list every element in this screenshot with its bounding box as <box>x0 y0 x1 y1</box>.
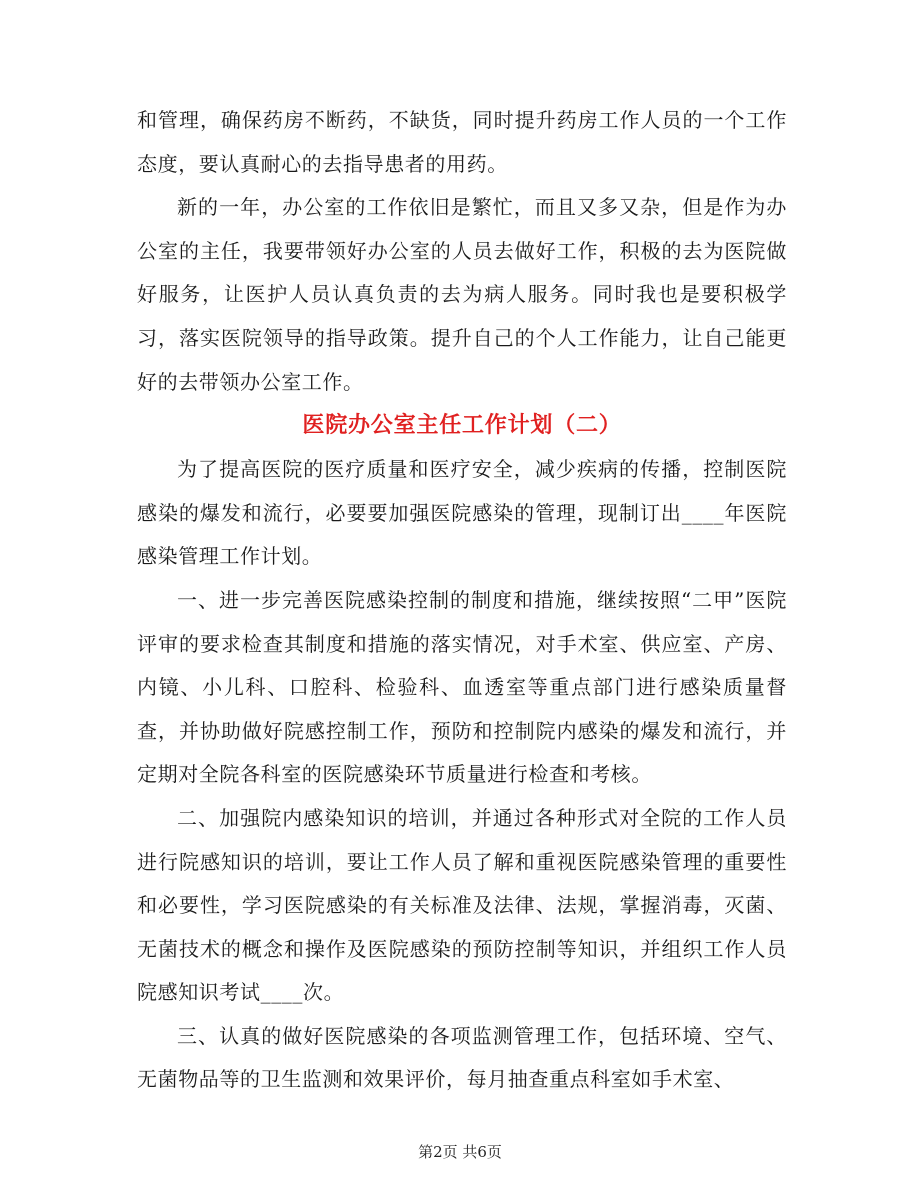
document-body <box>137 99 787 1102</box>
paragraph-office-work: 新的一年，办公室的工作依旧是繁忙，而且又多又杂，但是作为办公室的主任，我要带领好办公室的人员去做好工作，积极的去为医院做好服务，让医护人员认真负责的去为病人服务。同时我也是要积极学习，落实医院领导的指导政策。提升自己的个人工作能力，让自己能更好的去带领办公室工作。 <box>137 195 787 394</box>
paragraph-intro: 为了提高医院的医疗质量和医疗安全，减少疾病的传播，控制医院感染的爆发和流行，必要要加强医院感染的管理，现制订出____年医院感染管理工作计划。 <box>137 457 787 569</box>
paragraph-continuation: 和管理，确保药房不断药，不缺货，同时提升药房工作人员的一个工作态度，要认真耐心的去指导患者的用药。 <box>137 108 787 176</box>
page-number-footer: 第2页 共6页 <box>418 1143 502 1161</box>
paragraph-item-3: 三、认真的做好医院感染的各项监测管理工作，包括环境、空气、无菌物品等的卫生监测和效果评价，每月抽查重点科室如手术室、 <box>137 1023 787 1092</box>
section-title: 医院办公室主任工作计划（二） <box>302 413 622 439</box>
paragraph-item-2: 二、加强院内感染知识的培训，并通过各种形式对全院的工作人员进行院感知识的培训，要让工作人员了解和重视医院感染管理的重要性和必要性，学习医院感染的有关标准及法律、法规，掌握消毒，灭菌、无菌技术的概念和操作及医院感染的预防控制等知识，并组织工作人员院感知识考试____次。 <box>137 805 787 1005</box>
paragraph-item-1: 一、进一步完善医院感染控制的制度和措施，继续按照“二甲”医院评审的要求检查其制度和措施的落实情况，对手术室、供应室、产房、内镜、小儿科、口腔科、检验科、血透室等重点部门进行感染质量督查，并协助做好院感控制工作，预防和控制院内感染的爆发和流行，并定期对全院各科室的医院感染环节质量进行检查和考核。 <box>137 587 787 787</box>
